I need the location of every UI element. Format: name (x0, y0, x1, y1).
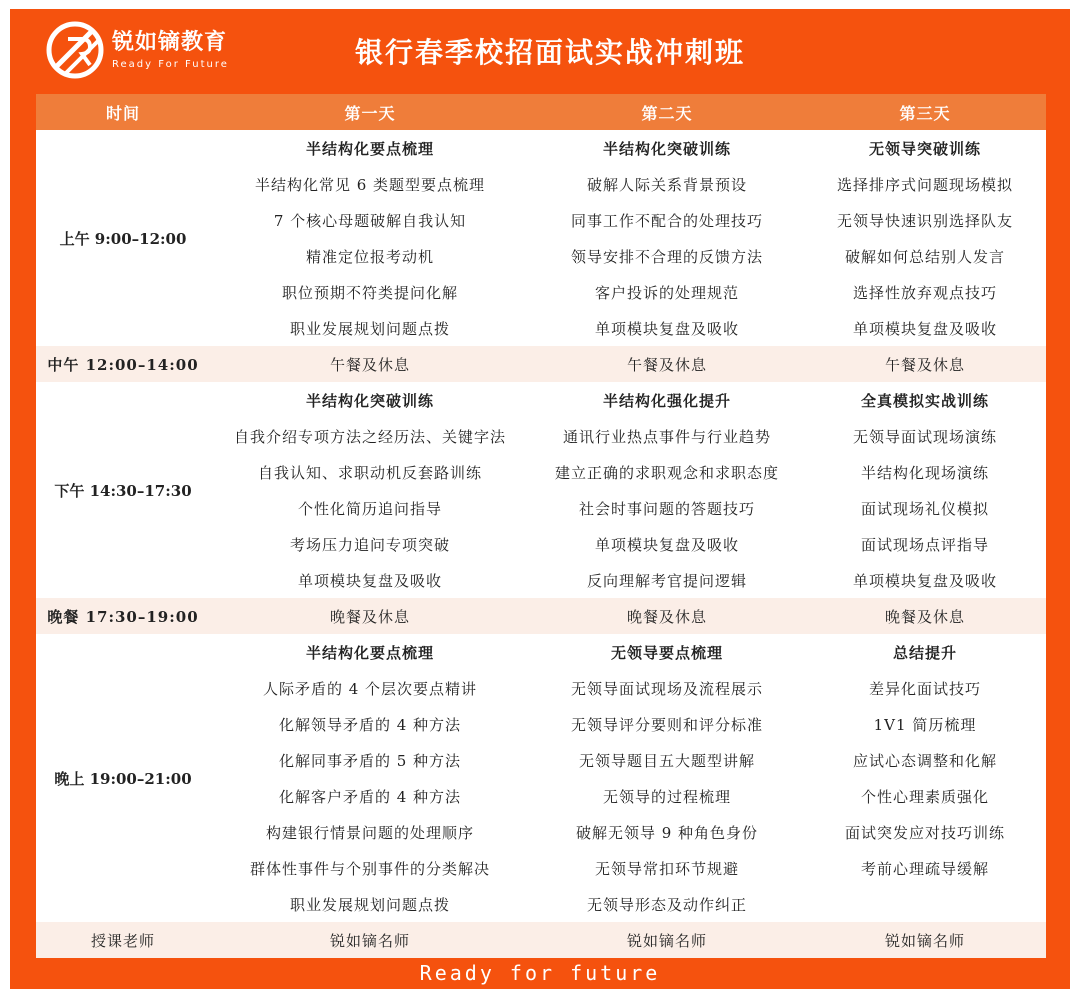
afternoon-time: 下午 14:30–17:30 (54, 481, 192, 500)
session-item: 无领导面试现场演练 (852, 427, 997, 446)
session-item: 面试现场点评指导 (860, 535, 989, 554)
noon-day1: 午餐及休息 (329, 355, 410, 374)
footer-slogan: Ready for future (419, 961, 661, 985)
noon-day2: 午餐及休息 (626, 355, 707, 374)
session-title: 半结构化强化提升 (602, 391, 731, 410)
session-item: 个性化简历追问指导 (297, 499, 442, 518)
afternoon-day1 (210, 382, 530, 598)
page-title: 银行春季校招面试实战冲刺班 (354, 36, 745, 69)
session-item: 群体性事件与个别事件的分类解决 (249, 859, 490, 878)
session-item: 考前心理疏导缓解 (860, 859, 989, 878)
session-item: 化解同事矛盾的 5 种方法 (278, 751, 462, 770)
session-item: 单项模块复盘及吸收 (852, 571, 997, 590)
afternoon-block (36, 382, 1046, 598)
noon-row (36, 346, 1046, 382)
session-title: 无领导要点梳理 (610, 643, 723, 662)
logo-icon (46, 21, 104, 79)
dinner-row (36, 598, 1046, 634)
schedule-table (36, 94, 1046, 958)
column-header-time: 时间 (105, 103, 140, 123)
table-header-row (36, 94, 1046, 130)
evening-block (36, 634, 1046, 922)
header (10, 9, 1070, 93)
session-item: 化解领导矛盾的 4 种方法 (278, 715, 462, 734)
session-item: 7 个核心母题破解自我认知 (273, 211, 467, 230)
session-item: 半结构化现场演练 (860, 463, 989, 482)
column-header-day1: 第一天 (344, 103, 396, 123)
session-item: 职位预期不符类提问化解 (281, 283, 458, 302)
dinner-day1: 晚餐及休息 (329, 607, 410, 626)
session-title: 半结构化要点梳理 (305, 139, 434, 158)
noon-time: 中午 12:00–14:00 (47, 355, 199, 374)
session-item: 差异化面试技巧 (868, 679, 981, 698)
session-item: 职业发展规划问题点拨 (289, 319, 450, 338)
session-title: 半结构化要点梳理 (305, 643, 434, 662)
session-item: 无领导快速识别选择队友 (836, 211, 1013, 230)
session-item: 构建银行情景问题的处理顺序 (265, 823, 474, 842)
session-item: 面试突发应对技巧训练 (844, 823, 1005, 842)
afternoon-day2 (530, 382, 804, 598)
teacher-day1: 锐如镝名师 (329, 931, 410, 950)
session-item: 考场压力追问专项突破 (289, 535, 450, 554)
session-item: 破解人际关系背景预设 (586, 175, 747, 194)
teacher-label: 授课老师 (90, 931, 155, 950)
noon-day3: 午餐及休息 (884, 355, 965, 374)
teacher-row (36, 922, 1046, 958)
session-item: 同事工作不配合的处理技巧 (570, 211, 763, 230)
session-item: 应试心态调整和化解 (852, 751, 997, 770)
session-item: 单项模块复盘及吸收 (594, 319, 739, 338)
session-item: 自我介绍专项方法之经历法、关键字法 (233, 427, 506, 446)
dinner-day2: 晚餐及休息 (626, 607, 707, 626)
session-item: 个性心理素质强化 (860, 787, 989, 806)
logo-text-en: Ready For Future (112, 59, 229, 70)
session-item: 破解无领导 9 种角色身份 (575, 823, 759, 842)
afternoon-day3 (804, 382, 1046, 598)
session-title: 总结提升 (892, 643, 957, 662)
session-item: 领导安排不合理的反馈方法 (570, 247, 763, 266)
session-title: 无领导突破训练 (868, 139, 981, 158)
session-item: 1V1 简历梳理 (873, 715, 977, 734)
session-item: 选择性放弃观点技巧 (852, 283, 997, 302)
logo (46, 19, 276, 83)
session-item: 破解如何总结别人发言 (844, 247, 1005, 266)
morning-time: 上午 9:00–12:00 (59, 229, 187, 248)
morning-block (36, 130, 1046, 346)
morning-day1 (210, 130, 530, 346)
session-item: 建立正确的求职观念和求职态度 (554, 463, 779, 482)
poster-frame (10, 9, 1070, 989)
session-item: 无领导题目五大题型讲解 (578, 751, 755, 770)
session-title: 全真模拟实战训练 (860, 391, 989, 410)
session-item: 单项模块复盘及吸收 (594, 535, 739, 554)
session-item: 单项模块复盘及吸收 (852, 319, 997, 338)
dinner-day3: 晚餐及休息 (884, 607, 965, 626)
session-item: 无领导常扣环节规避 (594, 859, 739, 878)
morning-day3 (804, 130, 1046, 346)
session-item: 职业发展规划问题点拨 (289, 895, 450, 914)
session-item: 无领导的过程梳理 (602, 787, 731, 806)
session-item: 面试现场礼仪模拟 (860, 499, 989, 518)
session-item: 通讯行业热点事件与行业趋势 (562, 427, 771, 446)
session-item: 化解客户矛盾的 4 种方法 (278, 787, 462, 806)
session-item: 社会时事问题的答题技巧 (578, 499, 755, 518)
evening-time: 晚上 19:00–21:00 (54, 769, 192, 788)
session-item: 无领导面试现场及流程展示 (570, 679, 763, 698)
session-item: 客户投诉的处理规范 (594, 283, 739, 302)
teacher-day3: 锐如镝名师 (884, 931, 965, 950)
session-item: 无领导形态及动作纠正 (586, 895, 747, 914)
session-item: 无领导评分要则和评分标准 (570, 715, 763, 734)
evening-day3 (804, 634, 1046, 922)
column-header-day2: 第二天 (641, 103, 693, 123)
session-item (804, 886, 1046, 922)
evening-day2 (530, 634, 804, 922)
teacher-day2: 锐如镝名师 (626, 931, 707, 950)
session-item: 人际矛盾的 4 个层次要点精讲 (262, 679, 478, 698)
logo-text-cn: 锐如镝教育 (112, 30, 228, 55)
session-item: 选择排序式问题现场模拟 (836, 175, 1013, 194)
session-item: 半结构化常见 6 类题型要点梳理 (254, 175, 486, 194)
session-item: 单项模块复盘及吸收 (297, 571, 442, 590)
column-header-day3: 第三天 (899, 103, 951, 123)
evening-day1 (210, 634, 530, 922)
session-item: 反向理解考官提问逻辑 (586, 571, 747, 590)
morning-day2 (530, 130, 804, 346)
session-title: 半结构化突破训练 (305, 391, 434, 410)
session-item: 自我认知、求职动机反套路训练 (257, 463, 482, 482)
dinner-time: 晚餐 17:30–19:00 (47, 607, 199, 626)
session-item: 精准定位报考动机 (305, 247, 434, 266)
session-title: 半结构化突破训练 (602, 139, 731, 158)
